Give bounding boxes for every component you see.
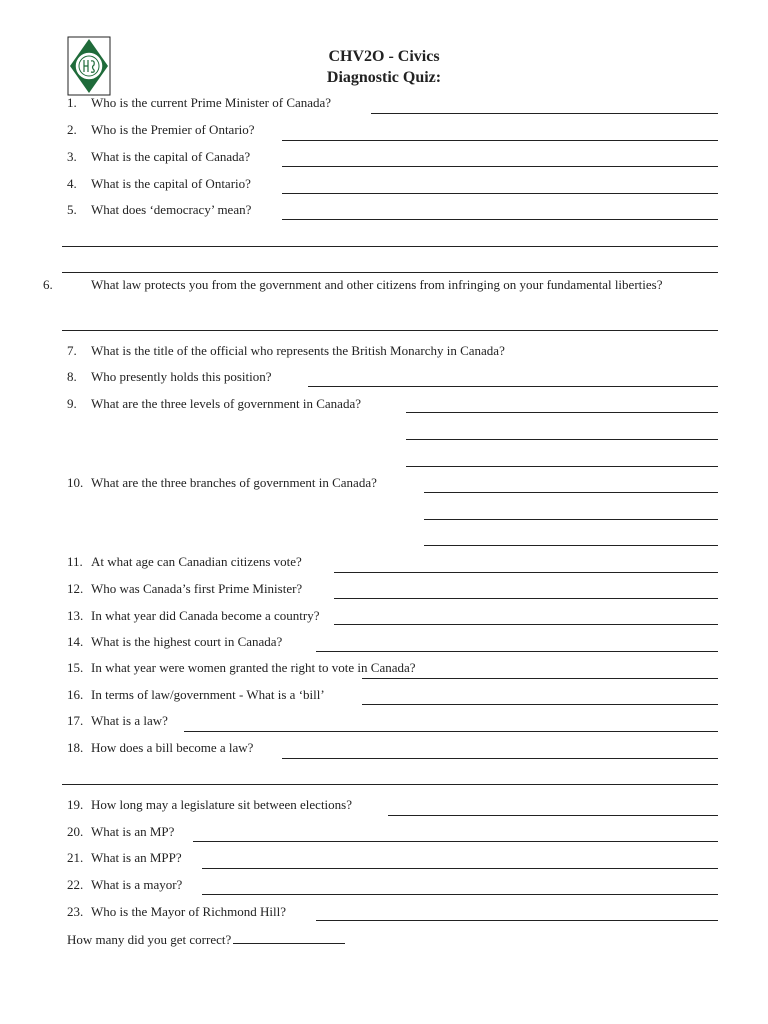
answer-line-10b[interactable] xyxy=(424,519,718,520)
question-8: 8. Who presently holds this position? xyxy=(67,369,272,384)
question-4: 4. What is the capital of Ontario? xyxy=(67,176,251,191)
answer-line-20[interactable] xyxy=(193,841,718,842)
answer-line-11[interactable] xyxy=(334,572,718,573)
question-21: 21. What is an MPP? xyxy=(67,850,182,865)
quiz-subtitle: Diagnostic Quiz: xyxy=(326,69,442,86)
answer-line-5c[interactable] xyxy=(62,272,718,273)
question-15: 15. In what year were women granted the right to vote in Canada? xyxy=(67,660,416,675)
answer-line-18[interactable] xyxy=(282,758,718,759)
question-22: 22. What is a mayor? xyxy=(67,877,183,892)
answer-line-17[interactable] xyxy=(184,731,718,732)
answer-line-9c[interactable] xyxy=(406,466,718,467)
answer-line-14[interactable] xyxy=(316,651,718,652)
answer-line-9a[interactable] xyxy=(406,412,718,413)
question-5: 5. What does ‘democracy’ mean? xyxy=(67,202,252,217)
answer-line-8[interactable] xyxy=(308,386,718,387)
question-1: 1. Who is the current Prime Minister of Canada? xyxy=(67,95,332,110)
answer-line-10c[interactable] xyxy=(424,545,718,546)
quiz-title: CHV2O - Civics xyxy=(328,48,440,65)
question-19: 19. How long may a legislature sit between elections? xyxy=(67,797,353,812)
answer-line-13[interactable] xyxy=(334,624,718,625)
answer-line-2[interactable] xyxy=(282,140,718,141)
question-11: 11. At what age can Canadian citizens vote? xyxy=(67,554,302,569)
question-9: 9. What are the three levels of government in Canada? xyxy=(67,396,361,411)
question-16: 16. In terms of law/government - What is a ‘bill’ xyxy=(67,687,325,702)
question-10: 10. What are the three branches of government in Canada? xyxy=(67,475,377,490)
answer-line-19[interactable] xyxy=(388,815,718,816)
answer-line-3[interactable] xyxy=(282,166,718,167)
answer-line-16[interactable] xyxy=(362,704,718,705)
answer-line-10a[interactable] xyxy=(424,492,718,493)
question-13: 13. In what year did Canada become a country? xyxy=(67,608,320,623)
answer-line-1[interactable] xyxy=(371,113,718,114)
question-17: 17. What is a law? xyxy=(67,713,168,728)
question-3: 3. What is the capital of Canada? xyxy=(67,149,251,164)
question-18: 18. How does a bill become a law? xyxy=(67,740,254,755)
answer-line-5b[interactable] xyxy=(62,246,718,247)
score-blank[interactable] xyxy=(233,931,345,944)
question-20: 20. What is an MP? xyxy=(67,824,175,839)
answer-line-6[interactable] xyxy=(62,330,718,331)
question-2: 2. Who is the Premier of Ontario? xyxy=(67,122,255,137)
answer-line-5[interactable] xyxy=(282,219,718,220)
answer-line-21[interactable] xyxy=(202,868,718,869)
question-6: 6. What law protects you from the government and other citizens from infringing on your fundamental liberties? xyxy=(43,277,663,292)
score-prompt: How many did you get correct? xyxy=(67,931,345,948)
answer-line-12[interactable] xyxy=(334,598,718,599)
question-7: 7. What is the title of the official who represents the British Monarchy in Canada? xyxy=(67,343,505,358)
answer-line-22[interactable] xyxy=(202,894,718,895)
answer-line-9b[interactable] xyxy=(406,439,718,440)
answer-line-18b[interactable] xyxy=(62,784,718,785)
answer-line-4[interactable] xyxy=(282,193,718,194)
answer-line-23[interactable] xyxy=(316,920,718,921)
question-23: 23. Who is the Mayor of Richmond Hill? xyxy=(67,904,286,919)
answer-line-15[interactable] xyxy=(362,678,718,679)
question-12: 12. Who was Canada’s first Prime Minister? xyxy=(67,581,303,596)
question-14: 14. What is the highest court in Canada? xyxy=(67,634,283,649)
